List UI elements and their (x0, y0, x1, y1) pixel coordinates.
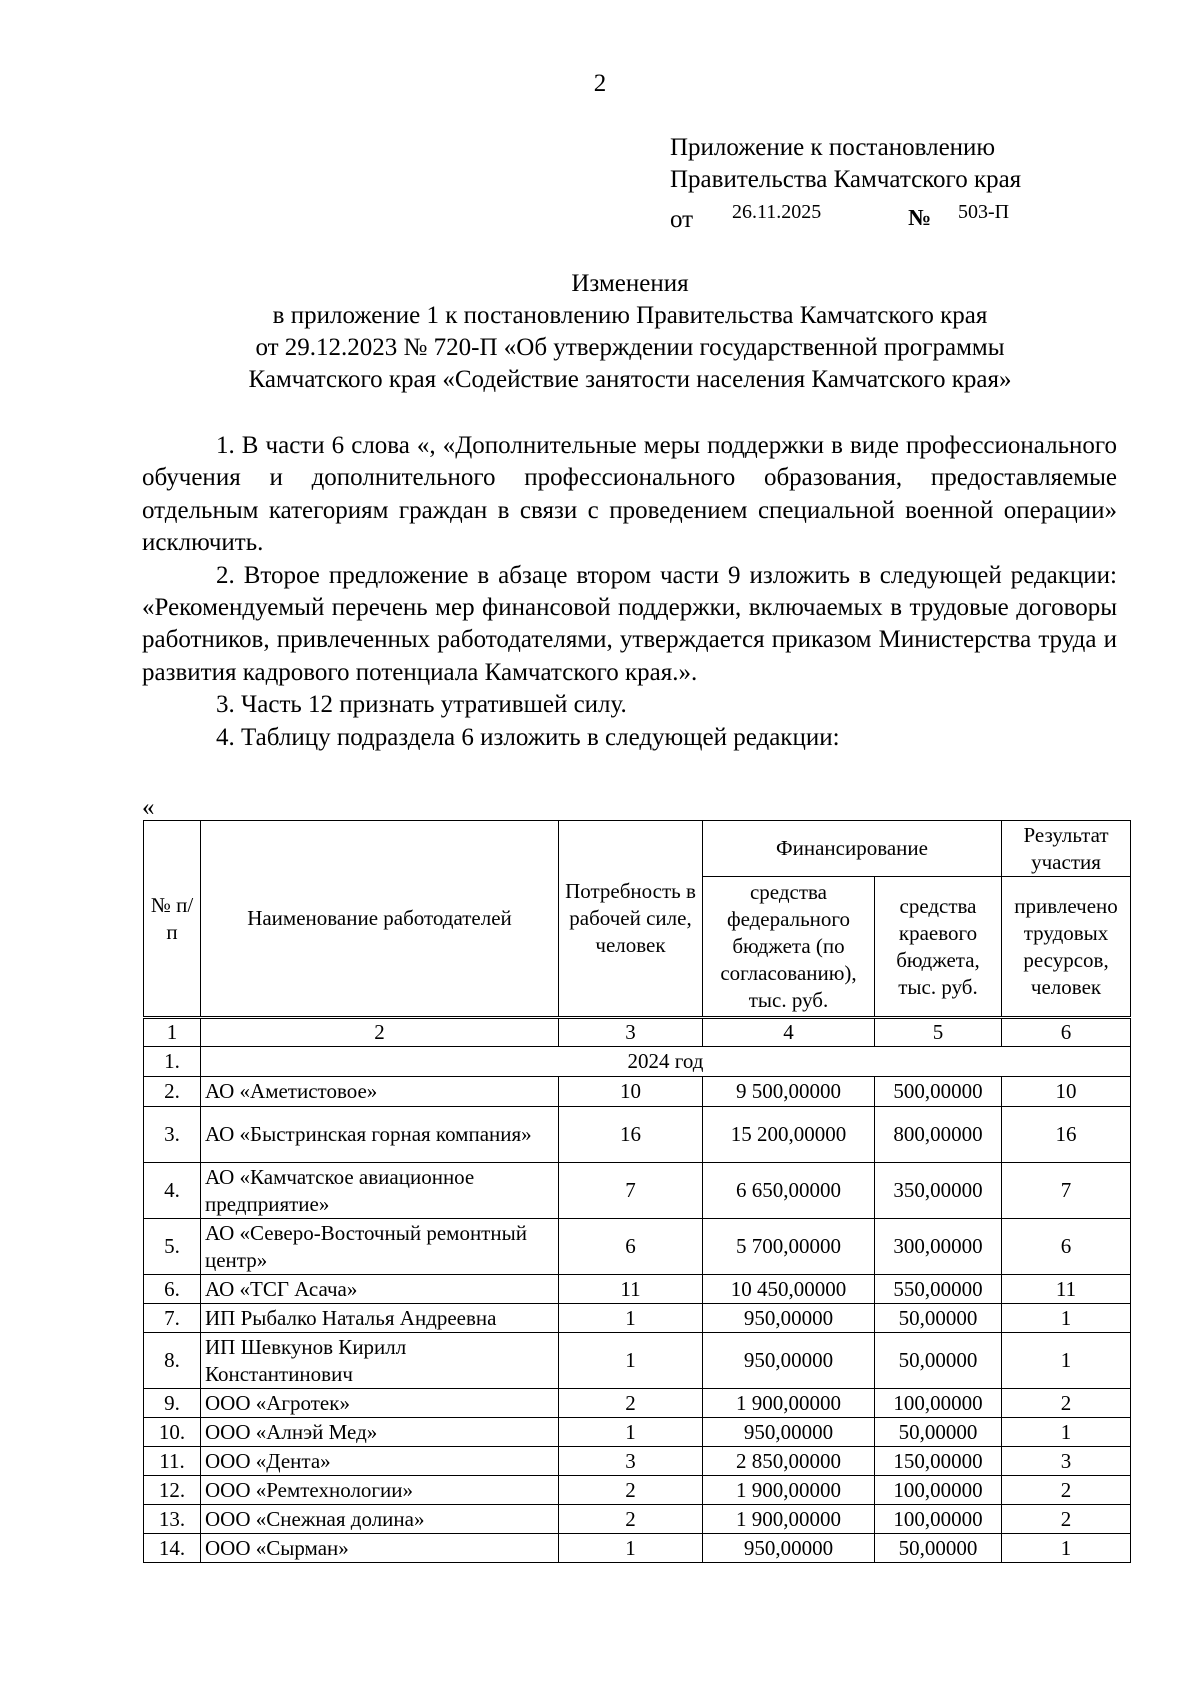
table-row (144, 1333, 1131, 1389)
row-federal: 10 450,00000 (703, 1275, 875, 1304)
row-need: 1 (559, 1333, 703, 1389)
row-need: 1 (559, 1534, 703, 1563)
row-regional: 800,00000 (875, 1107, 1002, 1163)
row-num: 10. (144, 1418, 201, 1447)
table-row (144, 1304, 1131, 1333)
section-year: 2024 год (201, 1047, 1131, 1077)
row-employer: ООО «Ремтехнологии» (201, 1476, 559, 1505)
opening-quote: « (142, 794, 155, 821)
header-federal: средства федерального бюджета (по согласованию), тыс. руб. (703, 877, 875, 1018)
appendix-line-1: Приложение к постановлению (670, 134, 996, 161)
table-row (144, 1163, 1131, 1219)
row-result: 11 (1002, 1275, 1131, 1304)
header-result-sub: привлечено трудовых ресурсов, человек (1002, 877, 1131, 1018)
row-num: 2. (144, 1077, 201, 1107)
row-employer: АО «Камчатское авиационное предприятие» (201, 1163, 559, 1219)
row-num: 13. (144, 1505, 201, 1534)
row-num: 8. (144, 1333, 201, 1389)
header-financing: Финансирование (703, 821, 1002, 877)
row-regional: 100,00000 (875, 1389, 1002, 1418)
table-row (144, 1534, 1131, 1563)
row-regional: 50,00000 (875, 1418, 1002, 1447)
row-need: 6 (559, 1219, 703, 1275)
row-federal: 2 850,00000 (703, 1447, 875, 1476)
row-federal: 6 650,00000 (703, 1163, 875, 1219)
column-number: 3 (559, 1018, 703, 1047)
body-text (142, 430, 1117, 754)
header-need: Потребность в рабочей силе, человек (559, 821, 703, 1018)
row-num: 11. (144, 1447, 201, 1476)
table-row (144, 1077, 1131, 1107)
paragraph-3: 3. Часть 12 признать утратившей силу. (216, 691, 627, 719)
header-result: Результат участия (1002, 821, 1131, 877)
document-title (0, 268, 1200, 396)
title-line-3: от 29.12.2023 № 720-П «Об утверждении государственной программы (255, 334, 1005, 361)
row-result: 7 (1002, 1163, 1131, 1219)
row-regional: 300,00000 (875, 1219, 1002, 1275)
column-number: 1 (144, 1018, 201, 1047)
column-number: 2 (201, 1018, 559, 1047)
row-num: 7. (144, 1304, 201, 1333)
paragraph-4: 4. Таблицу подраздела 6 изложить в следующей редакции: (216, 723, 840, 751)
row-regional: 50,00000 (875, 1304, 1002, 1333)
title-line-2: в приложение 1 к постановлению Правительства Камчатского края (272, 302, 988, 329)
row-num: 4. (144, 1163, 201, 1219)
paragraph-1: 1. В части 6 слова «, «Дополнительные меры поддержки в виде профессионального обучения и дополнительного профессионального образования, предоставляемые отдельным категориям граждан в связи с проведением специальной военной операции» исключить. (142, 432, 1117, 557)
row-employer: ООО «Алнэй Мед» (201, 1418, 559, 1447)
table-row (144, 1418, 1131, 1447)
row-need: 1 (559, 1304, 703, 1333)
row-need: 1 (559, 1418, 703, 1447)
row-employer: ИП Рыбалко Наталья Андреевна (201, 1304, 559, 1333)
row-regional: 350,00000 (875, 1163, 1002, 1219)
row-employer: ООО «Снежная долина» (201, 1505, 559, 1534)
appendix-line-2: Правительства Камчатского края (670, 166, 1022, 193)
row-result: 2 (1002, 1389, 1131, 1418)
row-result: 1 (1002, 1534, 1131, 1563)
row-employer: ИП Шевкунов Кирилл Константинович (201, 1333, 559, 1389)
row-regional: 100,00000 (875, 1505, 1002, 1534)
row-employer: АО «Северо-Восточный ремонтный центр» (201, 1219, 559, 1275)
row-result: 16 (1002, 1107, 1131, 1163)
column-number-row (144, 1018, 1131, 1047)
row-need: 2 (559, 1505, 703, 1534)
row-need: 11 (559, 1275, 703, 1304)
resolution-number: 503-П (958, 201, 1010, 223)
section-num: 1. (144, 1047, 201, 1077)
row-federal: 950,00000 (703, 1333, 875, 1389)
row-federal: 1 900,00000 (703, 1476, 875, 1505)
header-num: № п/п (144, 821, 201, 1018)
page-number: 2 (593, 70, 607, 97)
header-regional: средства краевого бюджета, тыс. руб. (875, 877, 1002, 1018)
table-row (144, 1219, 1131, 1275)
row-regional: 150,00000 (875, 1447, 1002, 1476)
row-num: 3. (144, 1107, 201, 1163)
column-number: 5 (875, 1018, 1002, 1047)
row-employer: АО «Аметистовое» (201, 1077, 559, 1107)
table-row (144, 1107, 1131, 1163)
row-num: 9. (144, 1389, 201, 1418)
row-employer: ООО «Дента» (201, 1447, 559, 1476)
column-number: 6 (1002, 1018, 1131, 1047)
row-need: 2 (559, 1389, 703, 1418)
row-federal: 1 900,00000 (703, 1505, 875, 1534)
table-row (144, 1476, 1131, 1505)
title-line-4: Камчатского края «Содействие занятости населения Камчатского края» (248, 366, 1012, 393)
row-result: 2 (1002, 1476, 1131, 1505)
row-regional: 50,00000 (875, 1534, 1002, 1563)
row-federal: 15 200,00000 (703, 1107, 875, 1163)
table-row (144, 1275, 1131, 1304)
row-federal: 5 700,00000 (703, 1219, 875, 1275)
row-employer: АО «ТСГ Асача» (201, 1275, 559, 1304)
section-row (144, 1047, 1131, 1077)
table-row (144, 1389, 1131, 1418)
row-num: 14. (144, 1534, 201, 1563)
row-employer: ООО «Агротек» (201, 1389, 559, 1418)
appendix-block (670, 132, 1021, 236)
header-name: Наименование работодателей (201, 821, 559, 1018)
row-result: 1 (1002, 1304, 1131, 1333)
row-need: 10 (559, 1077, 703, 1107)
row-result: 2 (1002, 1505, 1131, 1534)
row-result: 6 (1002, 1219, 1131, 1275)
appendix-date-row (670, 196, 1021, 236)
date-prefix: от (670, 206, 694, 233)
row-federal: 950,00000 (703, 1304, 875, 1333)
row-employer: АО «Быстринская горная компания» (201, 1107, 559, 1163)
row-federal: 9 500,00000 (703, 1077, 875, 1107)
row-result: 10 (1002, 1077, 1131, 1107)
row-federal: 950,00000 (703, 1534, 875, 1563)
row-employer: ООО «Сырман» (201, 1534, 559, 1563)
number-sign: № (908, 205, 932, 230)
paragraph-2: 2. Второе предложение в абзаце втором части 9 изложить в следующей редакции: «Рекомендуемый перечень мер финансовой поддержки, включаемых в трудовые договоры работников, привлеченных работодателями, утверждается приказом Министерства труда и развития кадрового потенциала Камчатского края.». (142, 561, 1117, 686)
row-federal: 1 900,00000 (703, 1389, 875, 1418)
employers-table (143, 820, 1131, 1563)
row-result: 3 (1002, 1447, 1131, 1476)
row-need: 7 (559, 1163, 703, 1219)
row-need: 2 (559, 1476, 703, 1505)
row-regional: 550,00000 (875, 1275, 1002, 1304)
title-line-1: Изменения (571, 270, 689, 297)
row-result: 1 (1002, 1333, 1131, 1389)
row-regional: 50,00000 (875, 1333, 1002, 1389)
resolution-date: 26.11.2025 (732, 201, 822, 223)
row-num: 12. (144, 1476, 201, 1505)
row-result: 1 (1002, 1418, 1131, 1447)
table-row (144, 1505, 1131, 1534)
row-num: 6. (144, 1275, 201, 1304)
row-regional: 100,00000 (875, 1476, 1002, 1505)
row-need: 16 (559, 1107, 703, 1163)
table-row (144, 1447, 1131, 1476)
row-num: 5. (144, 1219, 201, 1275)
row-regional: 500,00000 (875, 1077, 1002, 1107)
row-federal: 950,00000 (703, 1418, 875, 1447)
column-number: 4 (703, 1018, 875, 1047)
row-need: 3 (559, 1447, 703, 1476)
